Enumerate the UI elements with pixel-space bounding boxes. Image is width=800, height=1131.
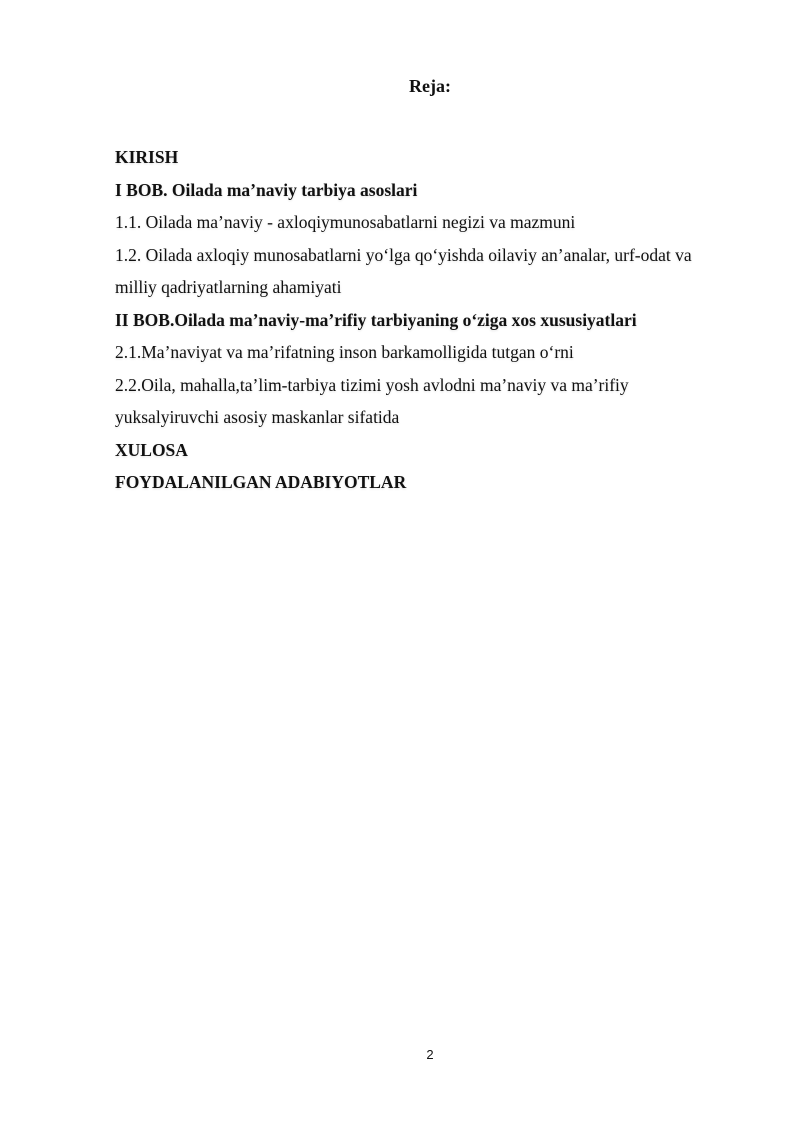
toc-item-section-1-2-continued: milliy qadriyatlarning ahamiyati <box>115 277 342 297</box>
toc-item-references: FOYDALANILGAN ADABIYOTLAR <box>115 472 407 492</box>
toc-item-section-2-2-continued: yuksalyiruvchi asosiy maskanlar sifatida <box>115 407 400 427</box>
toc-item-section-2-2: 2.2.Oila, mahalla,ta’lim-tarbiya tizimi yosh avlodni ma’naviy va ma’rifiy <box>115 374 629 395</box>
page-number: 2 <box>426 1047 434 1062</box>
toc-item-xulosa: XULOSA <box>115 439 188 460</box>
toc-item-section-1-1: 1.1. Oilada ma’naviy - axloqiymunosabatlarni negizi va mazmuni <box>115 212 576 232</box>
toc-item-chapter-2: II BOB.Oilada ma’naviy-ma’rifiy tarbiyaning o‘ziga xos xususiyatlari <box>115 309 637 330</box>
toc-item-section-1-2: 1.2. Oilada axloqiy munosabatlarni yo‘lga qo‘yishda oilaviy an’analar, urf-odat va <box>115 244 692 265</box>
toc-item-section-2-1: 2.1.Ma’naviyat va ma’rifatning inson barkamolligida tutgan o‘rni <box>115 342 574 362</box>
toc-item-chapter-1: I BOB. Oilada ma’naviy tarbiya asoslari <box>115 179 418 200</box>
toc-item-kirish: KIRISH <box>115 147 179 167</box>
table-of-contents <box>115 141 745 499</box>
page-title: Reja: <box>409 76 451 96</box>
